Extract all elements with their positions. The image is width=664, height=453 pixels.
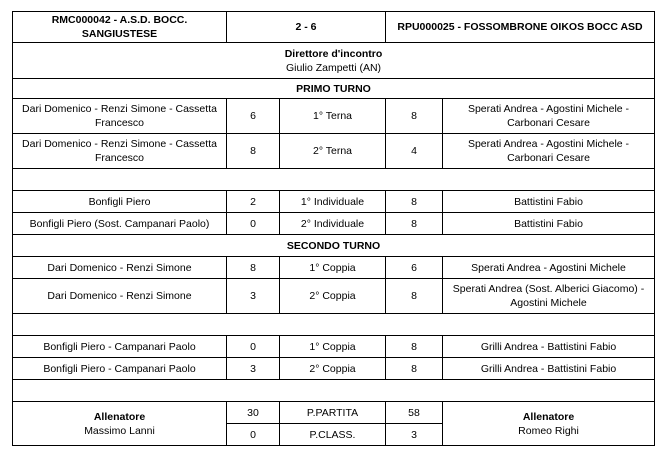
away-score: 8 (386, 336, 443, 358)
table-row (13, 99, 655, 134)
spacer-row (13, 169, 655, 191)
secondo-turno-title: SECONDO TURNO (13, 235, 655, 257)
game-type: 2° Individuale (280, 213, 386, 235)
away-players: Sperati Andrea - Agostini Michele (443, 257, 655, 279)
table-row (13, 336, 655, 358)
away-score: 8 (386, 99, 443, 134)
section-row (13, 235, 655, 257)
partita-home: 30 (227, 402, 280, 424)
away-coach-name: Romeo Righi (518, 424, 579, 437)
match-score: 2 - 6 (227, 12, 386, 43)
home-coach (13, 402, 227, 446)
game-type: 2° Coppia (280, 279, 386, 314)
table-row (13, 191, 655, 213)
game-type: 2° Coppia (280, 358, 386, 380)
primo-turno-title: PRIMO TURNO (13, 79, 655, 99)
home-score: 0 (227, 213, 280, 235)
home-players: Dari Domenico - Renzi Simone (13, 257, 227, 279)
away-players: Sperati Andrea - Agostini Michele - Carbonari Cesare (443, 134, 655, 169)
away-score: 4 (386, 134, 443, 169)
table-row (13, 358, 655, 380)
class-label: P.CLASS. (280, 424, 386, 446)
away-players: Battistini Fabio (443, 191, 655, 213)
game-type: 1° Individuale (280, 191, 386, 213)
section-row (13, 79, 655, 99)
away-players: Grilli Andrea - Battistini Fabio (443, 336, 655, 358)
game-type: 1° Terna (280, 99, 386, 134)
game-type: 1° Coppia (280, 336, 386, 358)
home-players: Bonfigli Piero - Campanari Paolo (13, 358, 227, 380)
home-players: Bonfigli Piero (13, 191, 227, 213)
away-score: 8 (386, 191, 443, 213)
table-row (13, 134, 655, 169)
director-name: Giulio Zampetti (AN) (285, 61, 382, 74)
game-type: 2° Terna (280, 134, 386, 169)
home-coach-name: Massimo Lanni (84, 424, 155, 437)
home-players: Dari Domenico - Renzi Simone (13, 279, 227, 314)
totals-row (13, 402, 655, 424)
match-report-table (12, 11, 655, 446)
class-home: 0 (227, 424, 280, 446)
home-coach-label: Allenatore (93, 410, 146, 423)
away-score: 8 (386, 213, 443, 235)
home-score: 6 (227, 99, 280, 134)
away-score: 8 (386, 279, 443, 314)
away-players: Grilli Andrea - Battistini Fabio (443, 358, 655, 380)
home-team: RMC000042 - A.S.D. BOCC. SANGIUSTESE (13, 12, 227, 43)
home-players: Bonfigli Piero (Sost. Campanari Paolo) (13, 213, 227, 235)
home-score: 2 (227, 191, 280, 213)
spacer-row (13, 380, 655, 402)
director-row (13, 43, 655, 79)
table-row (13, 257, 655, 279)
away-players: Sperati Andrea - Agostini Michele - Carbonari Cesare (443, 99, 655, 134)
home-score: 3 (227, 358, 280, 380)
away-players: Sperati Andrea (Sost. Alberici Giacomo) - Agostini Michele (443, 279, 655, 314)
home-score: 0 (227, 336, 280, 358)
class-away: 3 (386, 424, 443, 446)
director-label: Direttore d'incontro (284, 47, 383, 60)
home-players: Bonfigli Piero - Campanari Paolo (13, 336, 227, 358)
home-score: 8 (227, 257, 280, 279)
spacer-row (13, 314, 655, 336)
away-players: Battistini Fabio (443, 213, 655, 235)
header-row (13, 12, 655, 43)
game-type: 1° Coppia (280, 257, 386, 279)
home-score: 8 (227, 134, 280, 169)
away-team: RPU000025 - FOSSOMBRONE OIKOS BOCC ASD (386, 12, 655, 43)
away-score: 8 (386, 358, 443, 380)
table-row (13, 213, 655, 235)
home-score: 3 (227, 279, 280, 314)
away-score: 6 (386, 257, 443, 279)
partita-away: 58 (386, 402, 443, 424)
away-coach (443, 402, 655, 446)
partita-label: P.PARTITA (280, 402, 386, 424)
away-coach-label: Allenatore (522, 410, 575, 423)
home-players: Dari Domenico - Renzi Simone - Cassetta Francesco (13, 134, 227, 169)
home-players: Dari Domenico - Renzi Simone - Cassetta Francesco (13, 99, 227, 134)
table-row (13, 279, 655, 314)
